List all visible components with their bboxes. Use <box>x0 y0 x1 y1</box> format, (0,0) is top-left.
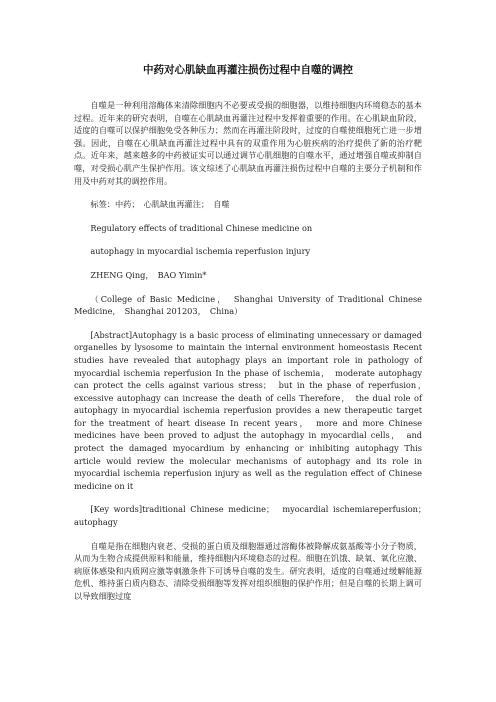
affiliation-en: （College of Basic Medicine， Shanghai University of Traditional Chinese Medicine， Shanghai 201203， China） <box>74 293 422 317</box>
abstract-cn: 自噬是一种利用溶酶体来清除细胞内不必要或受损的细胞器，以维持细胞内环境稳态的基本过程。近年来的研究表明，自噬在心肌缺血再灌注过程中发挥着重要的作用。在心肌缺血阶段，适度的自噬可以保护细胞免受各种压力；然而在再灌注阶段时，过度的自噬使细胞死亡进一步增强。因此，自噬在心肌缺血再灌注过程中具有的双重作用为心脏疾病的治疗提供了新的治疗靶点。近年来，越来越多的中药被证实可以通过调节心肌细胞的自噬水平，通过增强自噬或抑制自噬，对受损心肌产生保护作用。该文综述了心肌缺血再灌注损伤过程中自噬的主要分子机制和作用及中药对其的调控作用。 <box>74 100 422 186</box>
article-title-en-line2: autophagy in myocardial ischemia reperfusion injury <box>90 246 311 257</box>
keywords-cn: 标签：中药； 心肌缺血再灌注； 自噬 <box>90 199 230 210</box>
authors-en: ZHENG Qing， BAO Yimin* <box>90 269 207 280</box>
abstract-en: [Abstract]Autophagy is a basic process of eliminating unnecessary or damaged organelles by lysosome to maintain the internal environment homeostasis Recent studies have revealed that autophagy plays an important role in pathology of myocardial ischemia reperfusion In the phase of ischemia， moderate autophagy can protect the cells against various stress； but in the phase of reperfusion， excessive autophagy can increase the death of cells Therefore， the dual role of autophagy in myocardial ischemia reperfusion provides a new therapeutic target for the treatment of heart disease In recent years， more and more Chinese medicines have been proved to adjust the autophagy in myocardial cells， and protect the damaged myocardium by enhancing or inhibiting autophagy This article would review the molecular mechanisms of autophagy and its role in myocardial ischemia reperfusion injury as well as the regulation effect of Chinese medicine on it <box>74 329 431 491</box>
keywords-en: [Key words]traditional Chinese medicine； myocardial ischemiareperfusion； autophagy <box>74 504 431 528</box>
body-paragraph: 自噬是指在细胞内衰老、受损的蛋白质及细胞器通过溶酶体被降解成氨基酸等小分子物质，从而为生物合成提供原料和能量，维持细胞内环境稳态的过程。细胞在饥饿、缺氧、氧化应激、病原体感染和内质网应激等刺激条件下可诱导自噬的发生。研究表明，适度的自噬通过缓解能源危机、维持蛋白质内稳态、清除受损细胞等发挥对组织细胞的保护作用；但是自噬的长期上调可以导致细胞过度 <box>74 540 422 601</box>
article-body <box>74 63 431 603</box>
article-title-en-line1: Regulatory effects of traditional Chinese medicine on <box>90 222 313 233</box>
article-title-cn: 中药对心肌缺血再灌注损伤过程中自噬的调控 <box>143 64 353 76</box>
